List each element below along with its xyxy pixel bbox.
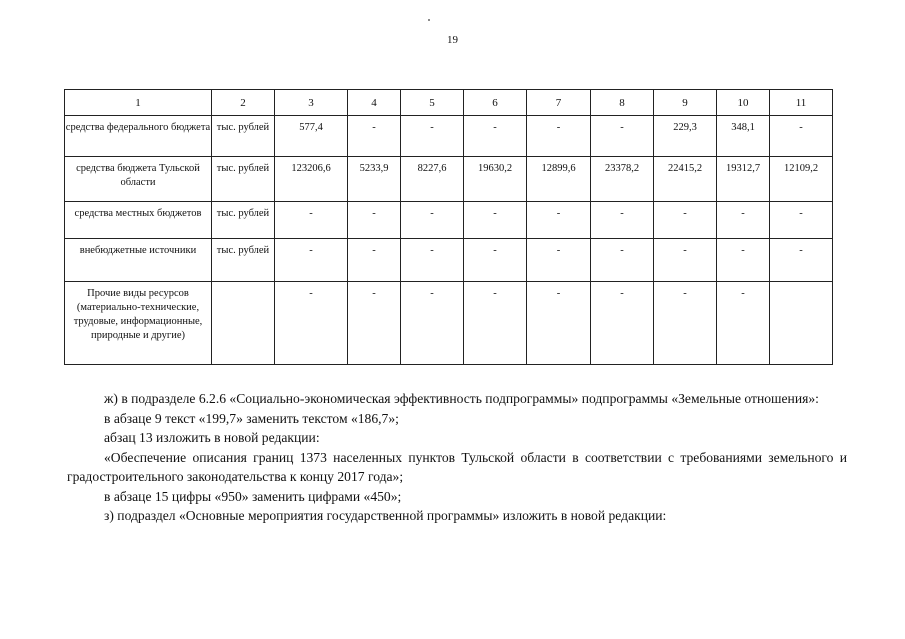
row-name-cell [65,157,212,202]
cell-value: 123206,6 [291,163,331,174]
cell-value: 5233,9 [359,163,389,174]
value-cell [654,116,717,157]
value-cell [717,116,770,157]
cell-value: 8227,6 [417,163,447,174]
row-unit [212,282,274,287]
value-cell [275,157,348,202]
value-cell [717,239,770,282]
table-row [65,202,833,239]
cell-value: - [799,122,803,133]
resources-table [64,89,833,365]
cell-value: 12899,6 [541,163,576,174]
value-cell [348,116,401,157]
row-name-cell [65,282,212,365]
cell-value: - [683,208,687,219]
cell-value: - [620,288,624,299]
cell-value: 22415,2 [667,163,703,174]
unit-cell [212,239,275,282]
cell-value: - [309,245,313,256]
amendment-text [67,389,847,526]
cell-value: - [372,122,376,133]
value-cell [717,157,770,202]
column-header: 6 [464,90,527,116]
value-cell [717,282,770,365]
paragraph: абзац 13 изложить в новой редакции: [104,430,320,445]
column-header: 10 [717,90,770,116]
value-cell [591,282,654,365]
value-cell [401,116,464,157]
value-cell [464,157,527,202]
cell-value: - [799,245,803,256]
row-name: Прочие виды ресурсов (материально-технические, трудовые, информационные, природные и другие) [73,288,203,341]
table-row [65,116,833,157]
cell-value: - [741,208,745,219]
value-cell [527,157,591,202]
value-cell [654,202,717,239]
value-cell [770,202,833,239]
value-cell [464,239,527,282]
cell-value: 23378,2 [604,163,640,174]
cell-value: - [430,288,434,299]
row-name-cell [65,239,212,282]
value-cell [770,282,833,365]
cell-value: - [430,245,434,256]
row-name: средства местных бюджетов [74,208,202,219]
value-cell [770,157,833,202]
cell-value: - [620,245,624,256]
value-cell [591,202,654,239]
value-cell [464,116,527,157]
column-header: 8 [591,90,654,116]
cell-value: - [493,245,497,256]
paragraph: в абзаце 15 цифры «950» заменить цифрами «450»; [104,488,402,504]
value-cell [770,116,833,157]
value-cell [275,202,348,239]
column-header: 7 [527,90,591,116]
value-cell [654,282,717,365]
cell-value: 229,3 [673,122,697,133]
column-header: 9 [654,90,717,116]
value-cell [348,157,401,202]
cell-value: - [493,288,497,299]
cell-value: - [556,208,561,219]
cell-value: - [799,208,803,219]
value-cell [527,116,591,157]
value-cell [464,202,527,239]
cell-value: - [683,288,687,299]
scan-dot [428,19,430,21]
value-cell [527,202,591,239]
value-cell [348,282,401,365]
row-unit: тыс. рублей [216,122,270,133]
unit-cell [212,157,275,202]
value-cell [401,202,464,239]
cell-value: - [493,122,497,133]
cell-value: - [741,288,745,299]
cell-value: - [493,208,497,219]
value-cell [770,239,833,282]
cell-value: - [309,208,313,219]
table-row [65,282,833,365]
value-cell [275,239,348,282]
column-header: 5 [401,90,464,116]
table-row [65,157,833,202]
unit-cell [212,116,275,157]
value-cell [527,282,591,365]
value-cell [275,282,348,365]
row-unit: тыс. рублей [216,245,270,256]
value-cell [275,116,348,157]
paragraph: в абзаце 9 текст «199,7» заменить текстом «186,7»; [104,410,399,426]
unit-cell [212,202,275,239]
table-header-row [65,90,833,116]
row-name: внебюджетные источники [79,245,197,256]
row-name-cell [65,202,212,239]
column-header: 1 [65,90,212,116]
cell-value: 19630,2 [477,163,513,174]
paragraph: ж) в подразделе 6.2.6 «Социально-экономическая эффективность подпрограммы» подпрограммы «Земельные отношения»: [104,391,819,406]
row-unit: тыс. рублей [216,163,270,174]
value-cell [401,282,464,365]
column-header: 3 [275,90,348,116]
value-cell [591,157,654,202]
row-name: средства бюджета Тульской области [76,163,200,188]
cell-value: - [309,288,313,299]
row-name: средства федерального бюджета [65,122,211,133]
value-cell [654,239,717,282]
column-header: 11 [770,90,833,116]
value-cell [527,239,591,282]
value-cell [401,239,464,282]
cell-value: - [741,245,745,256]
cell-value: - [620,208,624,219]
cell-value: - [620,122,624,133]
cell-value: - [430,208,434,219]
cell-value: 348,1 [731,122,755,133]
value-cell [464,282,527,365]
cell-value: - [430,122,434,133]
cell-value: - [556,122,561,133]
value-cell [401,157,464,202]
row-name-cell [65,116,212,157]
cell-value: 577,4 [299,122,323,133]
unit-cell [212,282,275,365]
value-cell [591,116,654,157]
cell-value: 19312,7 [725,163,761,174]
column-header: 4 [348,90,401,116]
cell-value: - [372,208,376,219]
page-number: 19 [447,34,458,46]
value-cell [348,239,401,282]
cell-value: - [372,288,376,299]
row-unit: тыс. рублей [216,208,270,219]
value-cell [717,202,770,239]
cell-value [770,282,832,287]
paragraph: «Обеспечение описания границ 1373 населенных пунктов Тульской области в соответствии с требованиями земельного и градостроительного законодательства к концу 2017 года»; [67,449,847,484]
cell-value: - [683,245,687,256]
cell-value: - [556,288,561,299]
paragraph: з) подраздел «Основные мероприятия государственной программы» изложить в новой редакции: [104,508,667,523]
value-cell [654,157,717,202]
cell-value: 12109,2 [783,163,819,174]
column-header: 2 [212,90,275,116]
table-row [65,239,833,282]
value-cell [348,202,401,239]
value-cell [591,239,654,282]
cell-value: - [372,245,376,256]
cell-value: - [556,245,561,256]
